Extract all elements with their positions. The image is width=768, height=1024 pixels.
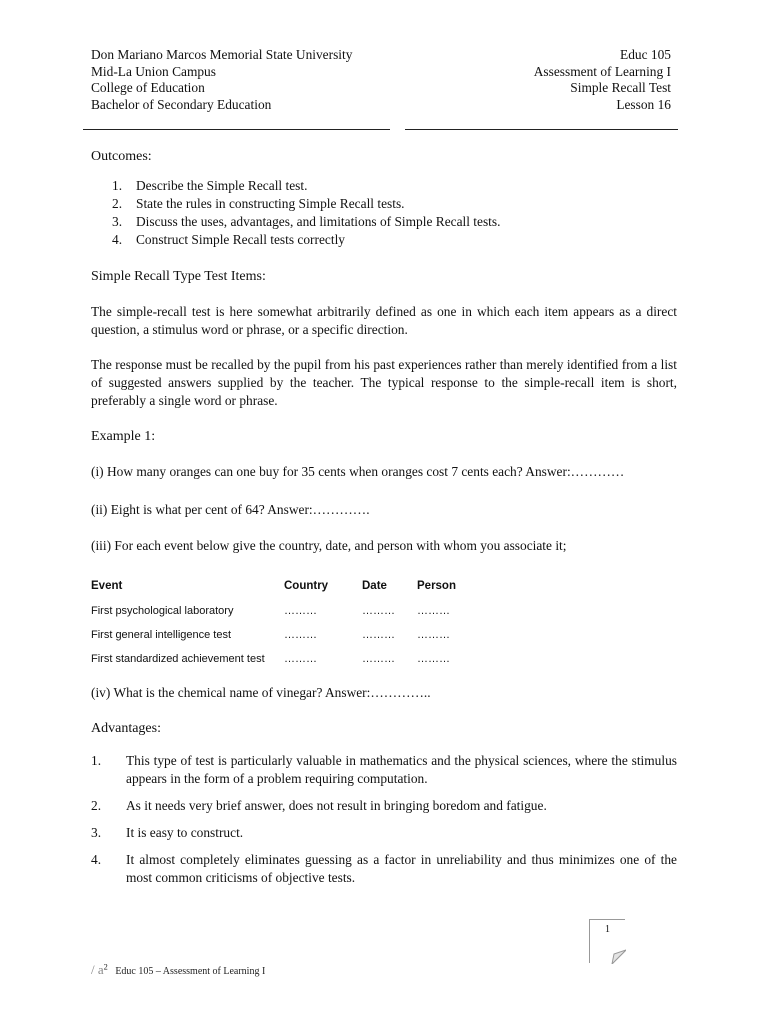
- page-number: 1: [605, 924, 610, 935]
- definition-paragraph: The simple-recall test is here somewhat arbitrarily defined as one in which each item appears as a direct question, a stimulus word or phrase, or a specific direction.: [91, 304, 677, 337]
- response-paragraph: The response must be recalled by the pupil from his past experiences rather than merely identified from a list of suggested answers supplied by the teacher. The typical response to the simple-recall item is short, preferably a single word or phrase.: [91, 357, 677, 408]
- outcomes-heading: Outcomes:: [91, 149, 152, 164]
- lesson-number: Lesson 16: [616, 96, 671, 112]
- list-item: 1. This type of test is particularly valuable in mathematics and the physical sciences, where the stimulus appears in the form of a problem requiring computation.: [91, 753, 677, 786]
- table-cell: ………: [362, 653, 395, 665]
- table-cell: First general intelligence test: [91, 629, 232, 641]
- list-item: 3. Discuss the uses, advantages, and limitations of Simple Recall tests.: [112, 214, 501, 229]
- list-item: 2. As it needs very brief answer, does not result in bringing boredom and fatigue.: [91, 798, 547, 813]
- page-footer: [91, 962, 265, 978]
- header-course: [534, 47, 671, 113]
- table-cell: ………: [362, 605, 395, 617]
- table-header: Country: [284, 580, 329, 592]
- table-cell: ………: [362, 629, 395, 641]
- program-name: Bachelor of Secondary Education: [91, 96, 272, 112]
- table-cell: First psychological laboratory: [91, 605, 234, 617]
- course-title: Assessment of Learning I: [533, 63, 671, 79]
- college-name: College of Education: [91, 80, 205, 95]
- table-row: [91, 650, 467, 674]
- advantages-heading: Advantages:: [91, 721, 161, 736]
- header-rule-left: [83, 129, 390, 130]
- advantages-list: [91, 752, 677, 887]
- footer-mark: / a: [91, 962, 104, 977]
- list-item: 2. State the rules in constructing Simple Recall tests.: [112, 196, 405, 211]
- example-question-4: (iv) What is the chemical name of vinegar? Answer:…………..: [91, 685, 431, 700]
- table-header: Date: [362, 580, 387, 592]
- header-institution: [91, 47, 352, 113]
- outcomes-list: [91, 177, 677, 249]
- table-cell: ………: [284, 653, 317, 665]
- example-question-2: (ii) Eight is what per cent of 64? Answer:………….: [91, 502, 370, 517]
- page-curl-icon: [590, 920, 626, 964]
- event-table: [91, 577, 467, 674]
- section-heading: Simple Recall Type Test Items:: [91, 269, 266, 284]
- table-cell: ………: [417, 605, 450, 617]
- table-cell: ………: [284, 629, 317, 641]
- table-header: Event: [91, 580, 123, 592]
- list-item: 4. Construct Simple Recall tests correctly: [112, 232, 345, 247]
- example-question-1: (i) How many oranges can one buy for 35 cents when oranges cost 7 cents each? Answer:…………: [91, 464, 625, 479]
- university-name: Don Mariano Marcos Memorial State University: [91, 47, 353, 62]
- list-item: 4. It almost completely eliminates guessing as a factor in unreliability and thus minimizes one of the most common criticisms of objective tests.: [91, 852, 677, 885]
- page-number-box: [589, 919, 625, 963]
- table-cell: ………: [417, 653, 450, 665]
- document-body: [91, 148, 677, 896]
- campus-name: Mid-La Union Campus: [91, 63, 216, 79]
- course-code: Educ 105: [620, 47, 671, 62]
- table-cell: First standardized achievement test: [91, 653, 265, 665]
- table-header: Person: [417, 580, 456, 592]
- table-cell: ………: [417, 629, 450, 641]
- list-item: 3. It is easy to construct.: [91, 825, 244, 840]
- header-rule-right: [405, 129, 678, 130]
- footer-sup: 2: [103, 962, 108, 972]
- table-cell: ………: [284, 605, 317, 617]
- table-row: [91, 626, 467, 650]
- table-row: [91, 602, 467, 626]
- list-item: 1. Describe the Simple Recall test.: [112, 178, 308, 193]
- footer-text: Educ 105 – Assessment of Learning I: [115, 966, 266, 977]
- example-heading: Example 1:: [91, 429, 156, 444]
- example-question-3: (iii) For each event below give the country, date, and person with whom you associate it;: [91, 538, 567, 553]
- table-header-row: [91, 577, 467, 602]
- lesson-title: Simple Recall Test: [570, 80, 671, 95]
